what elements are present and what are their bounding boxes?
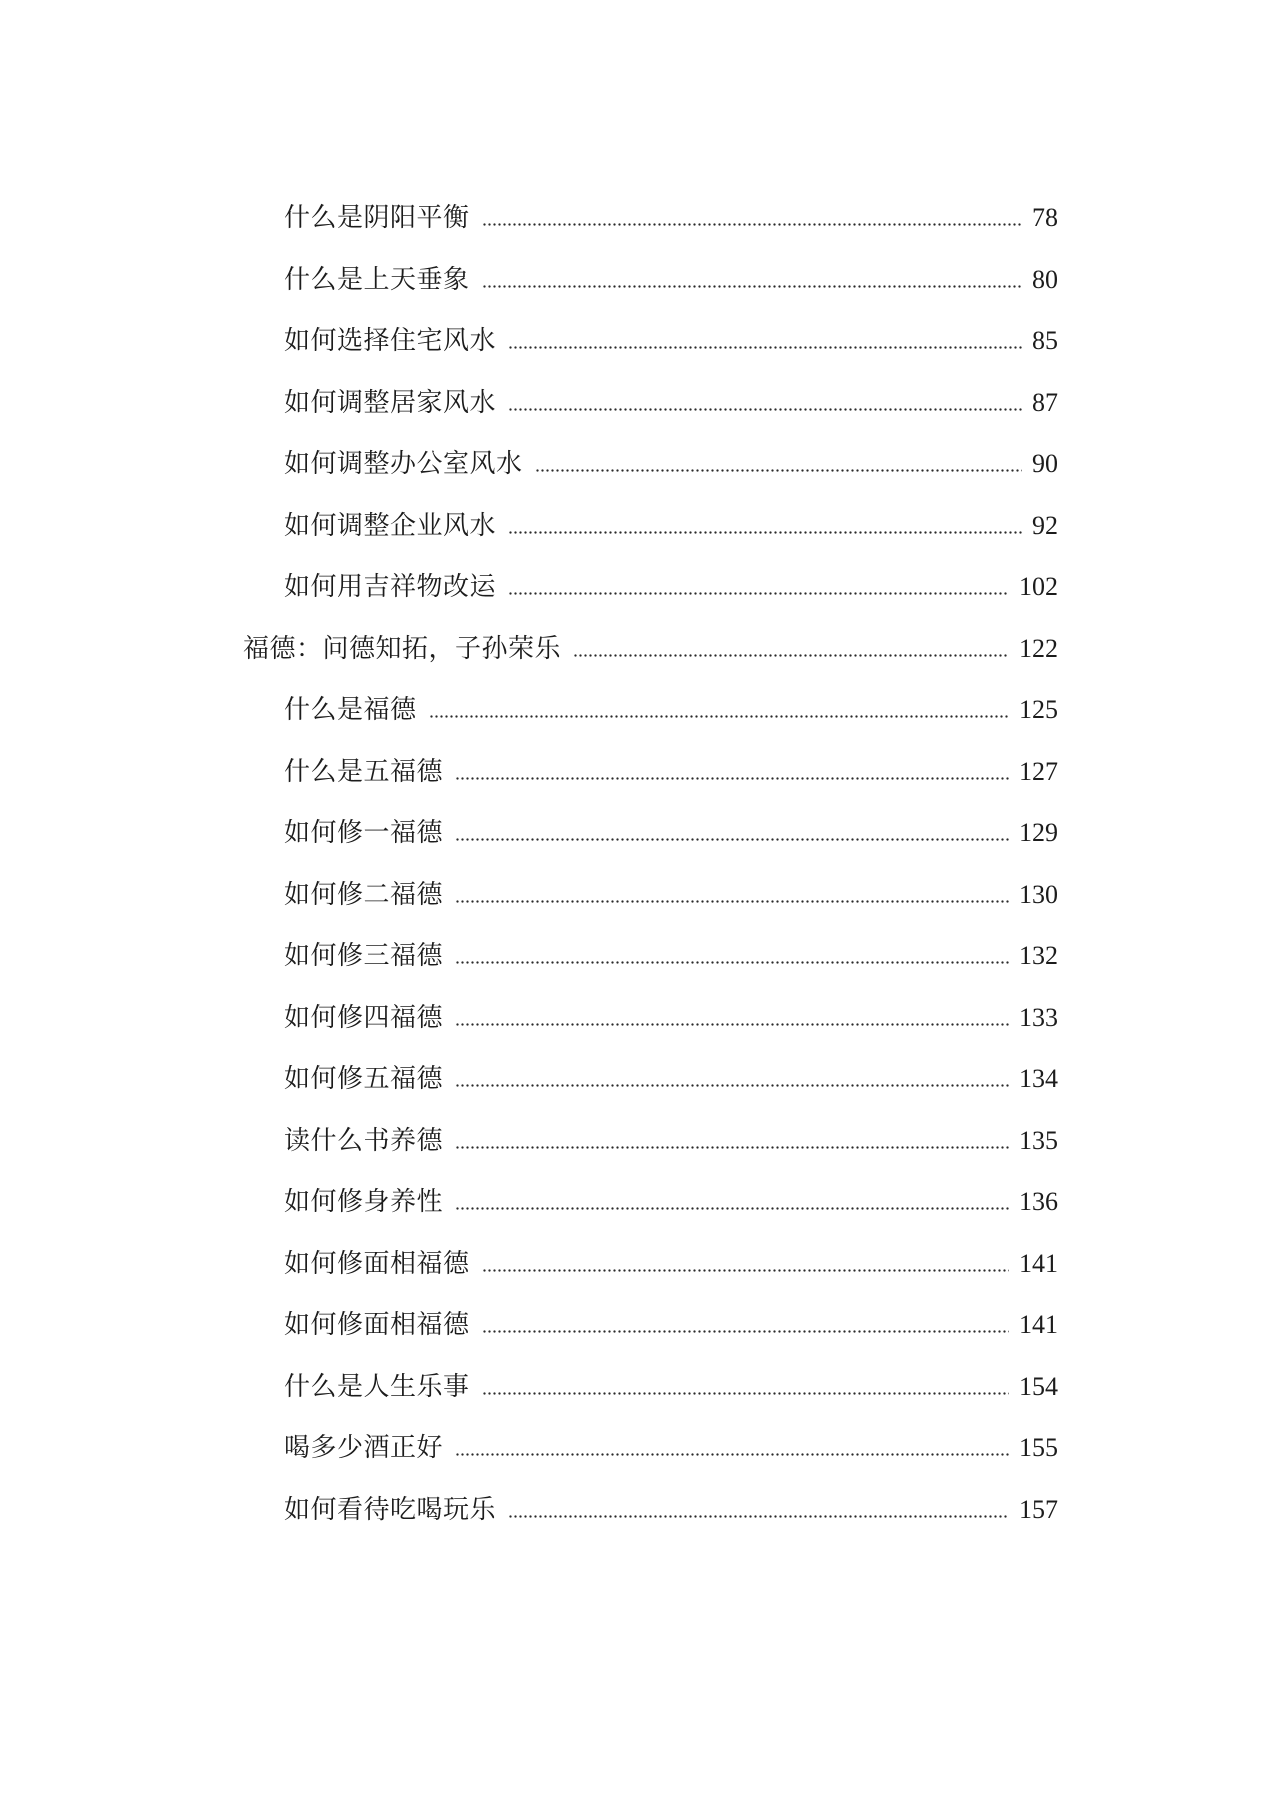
dot-leader xyxy=(573,654,1009,657)
toc-entry-title: 如何修二福德 xyxy=(284,879,444,910)
dot-leader xyxy=(482,285,1022,288)
toc-entry xyxy=(0,987,1274,1049)
toc-entry-page: 127 xyxy=(1019,756,1058,786)
toc-entry-page: 155 xyxy=(1019,1433,1058,1462)
dot-leader xyxy=(455,1207,1009,1210)
toc-entry xyxy=(0,1479,1274,1541)
toc-entry-title: 什么是阴阳平衡 xyxy=(284,203,470,233)
toc-entry-title: 如何选择住宅风水 xyxy=(284,326,497,356)
toc-entry-page: 133 xyxy=(1019,1002,1058,1032)
toc-entry-page: 157 xyxy=(1019,1494,1058,1524)
toc-entry-title: 如何修面相福德 xyxy=(284,1248,470,1279)
toc-entry-title: 如何修身养性 xyxy=(284,1187,444,1217)
toc-entry-title: 如何调整办公室风水 xyxy=(284,449,523,479)
dot-leader xyxy=(455,1084,1009,1087)
dot-leader xyxy=(508,592,1009,595)
dot-leader xyxy=(455,1146,1009,1149)
toc-entry-page: 141 xyxy=(1019,1310,1058,1339)
toc-entry-page: 134 xyxy=(1019,1064,1058,1093)
toc-entry-page: 102 xyxy=(1019,572,1058,601)
toc-entry-page: 135 xyxy=(1019,1125,1058,1155)
dot-leader xyxy=(429,715,1009,718)
toc-entry xyxy=(0,679,1274,741)
dot-leader xyxy=(482,223,1022,226)
dot-leader xyxy=(455,1453,1009,1456)
toc-entry-page: 92 xyxy=(1032,510,1058,540)
toc-entry xyxy=(0,1110,1274,1172)
toc-entry-title: 读什么书养德 xyxy=(284,1125,444,1156)
dot-leader xyxy=(482,1392,1009,1395)
toc-entry-page: 136 xyxy=(1019,1187,1058,1216)
toc-entry xyxy=(0,1294,1274,1356)
toc-entry xyxy=(0,1233,1274,1295)
toc-entry-title: 如何看待吃喝玩乐 xyxy=(284,1494,497,1525)
toc-entry xyxy=(0,741,1274,803)
dot-leader xyxy=(508,408,1022,411)
dot-leader xyxy=(455,838,1009,841)
toc-section-page: 122 xyxy=(1019,633,1058,663)
toc-entry-title: 什么是福德 xyxy=(284,695,417,725)
dot-leader xyxy=(482,1330,1009,1333)
toc-section-heading xyxy=(0,618,1274,680)
dot-leader xyxy=(508,1515,1009,1518)
toc-entry-title: 如何修面相福德 xyxy=(284,1310,470,1340)
toc-entry xyxy=(0,1048,1274,1110)
dot-leader xyxy=(508,346,1022,349)
toc-entry xyxy=(0,433,1274,495)
dot-leader xyxy=(455,1023,1009,1026)
dot-leader xyxy=(455,900,1009,903)
dot-leader xyxy=(455,777,1009,780)
toc-entry xyxy=(0,1171,1274,1233)
toc-entry xyxy=(0,372,1274,434)
dot-leader xyxy=(508,531,1022,534)
toc-entry-title: 如何用吉祥物改运 xyxy=(284,572,497,602)
table-of-contents xyxy=(0,187,1274,1540)
dot-leader xyxy=(455,961,1009,964)
dot-leader xyxy=(535,469,1022,472)
toc-entry-page: 154 xyxy=(1019,1371,1058,1401)
toc-entry xyxy=(0,187,1274,249)
toc-entry-page: 80 xyxy=(1032,264,1058,294)
toc-entry xyxy=(0,1356,1274,1418)
toc-entry-page: 78 xyxy=(1032,203,1058,232)
toc-entry-page: 87 xyxy=(1032,387,1058,417)
toc-entry xyxy=(0,802,1274,864)
toc-entry-page: 125 xyxy=(1019,695,1058,724)
toc-entry-title: 如何修四福德 xyxy=(284,1002,444,1033)
toc-entry-page: 130 xyxy=(1019,879,1058,909)
toc-entry-title: 喝多少酒正好 xyxy=(284,1433,444,1463)
toc-entry xyxy=(0,310,1274,372)
toc-entry-title: 如何修三福德 xyxy=(284,941,444,971)
toc-entry-page: 85 xyxy=(1032,326,1058,355)
toc-entry xyxy=(0,925,1274,987)
toc-entry xyxy=(0,1417,1274,1479)
toc-entry-title: 什么是五福德 xyxy=(284,756,444,787)
toc-entry-page: 141 xyxy=(1019,1248,1058,1278)
toc-entry-title: 如何调整企业风水 xyxy=(284,510,497,541)
toc-entry xyxy=(0,556,1274,618)
toc-entry-page: 132 xyxy=(1019,941,1058,970)
toc-entry xyxy=(0,864,1274,926)
toc-entry-page: 129 xyxy=(1019,818,1058,847)
toc-entry-title: 什么是上天垂象 xyxy=(284,264,470,295)
toc-entry-title: 如何调整居家风水 xyxy=(284,387,497,418)
toc-entry xyxy=(0,495,1274,557)
toc-entry-page: 90 xyxy=(1032,449,1058,478)
toc-entry xyxy=(0,249,1274,311)
toc-entry-title: 如何修五福德 xyxy=(284,1064,444,1094)
toc-section-title: 福德：问德知拓，子孙荣乐 xyxy=(243,633,562,664)
dot-leader xyxy=(482,1269,1009,1272)
toc-entry-title: 什么是人生乐事 xyxy=(284,1371,470,1402)
toc-entry-title: 如何修一福德 xyxy=(284,818,444,848)
